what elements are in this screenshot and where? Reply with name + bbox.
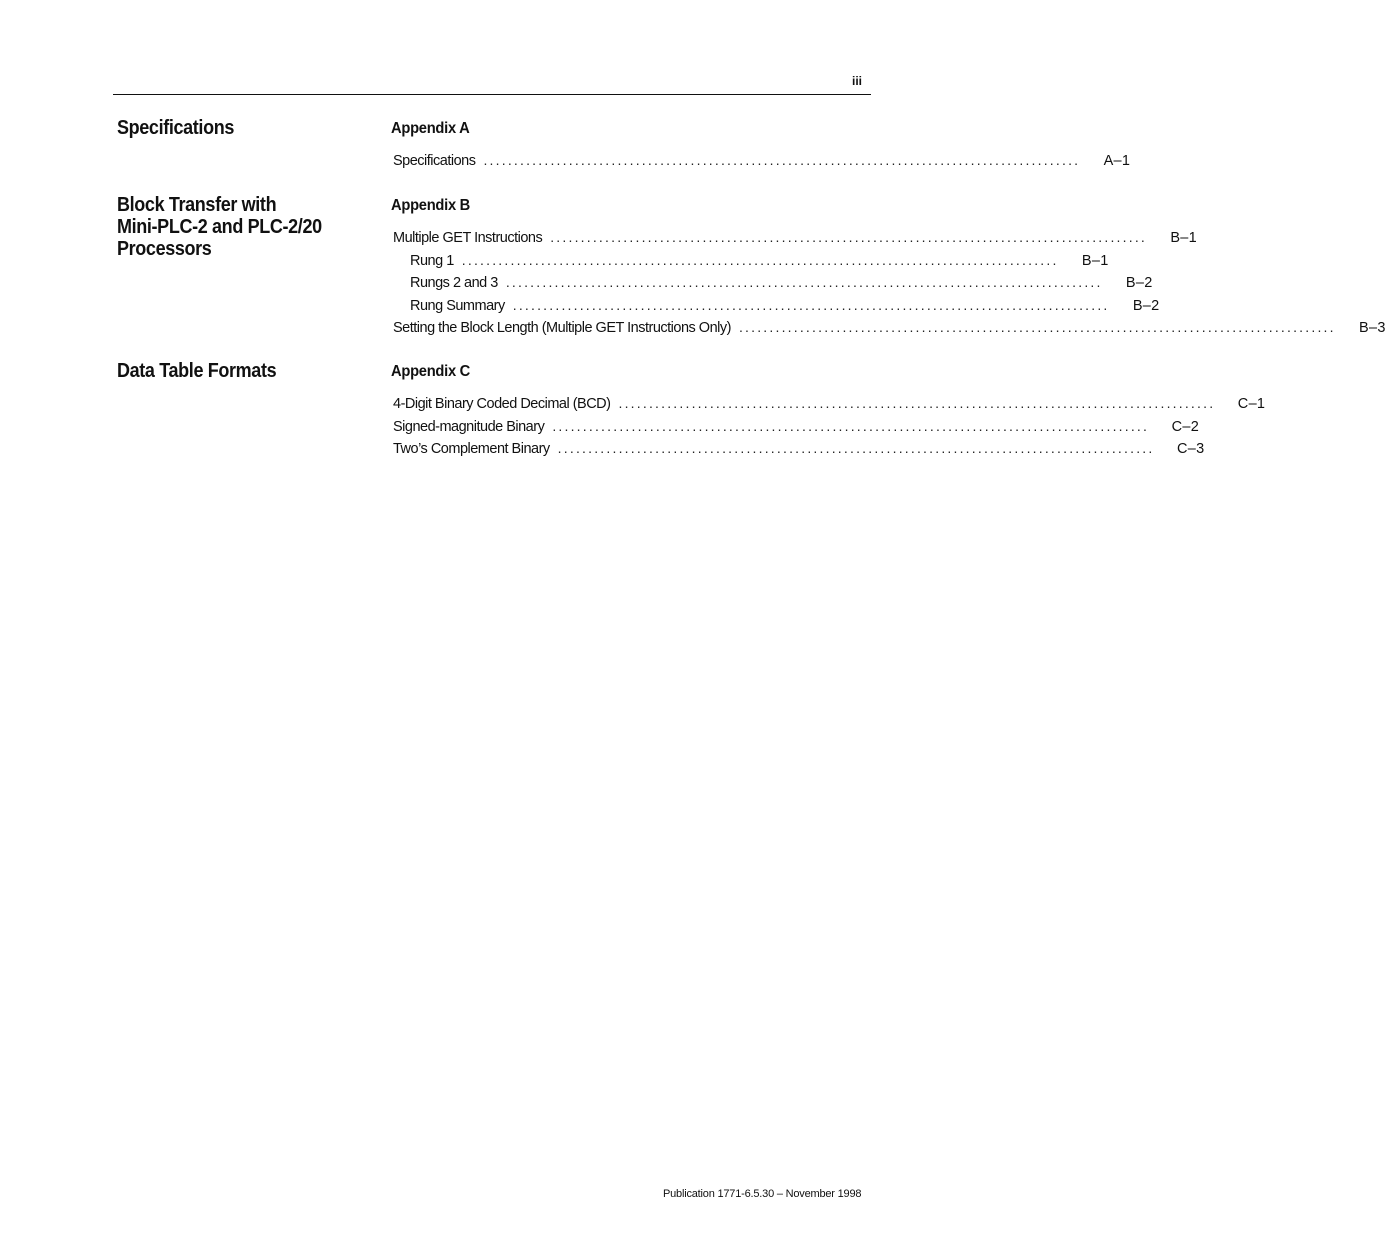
toc-entry-page: B–3	[1359, 320, 1386, 336]
dot-leader: ..................................................................................................	[461, 251, 1059, 268]
toc-entry[interactable]	[393, 226, 1198, 249]
appendix-heading: Appendix A	[391, 120, 470, 137]
toc-entry-label: Specifications	[393, 153, 476, 169]
toc-list	[393, 392, 1266, 460]
toc-entry-page: C–2	[1171, 418, 1200, 435]
toc-entry-page: C–3	[1176, 441, 1205, 457]
section-title	[117, 117, 329, 139]
publication-footer: Publication 1771-6.5.30 – November 1998	[663, 1188, 862, 1200]
toc-entry[interactable]	[393, 249, 1109, 272]
section-title-line: Data Table Formats	[117, 360, 277, 382]
toc-entry[interactable]	[393, 392, 1266, 415]
dot-leader: ..................................................................................................	[738, 319, 1336, 335]
dot-leader: ..................................................................................................	[552, 417, 1150, 434]
dot-leader: ..................................................................................................	[483, 152, 1081, 168]
appendix-heading: Appendix C	[391, 363, 471, 380]
toc-entry-label: 4-Digit Binary Coded Decimal (BCD)	[393, 396, 611, 412]
toc-entry-page: B–1	[1081, 252, 1109, 269]
section-title-line: Mini-PLC-2 and PLC-2/20	[117, 216, 322, 238]
section-title	[117, 360, 329, 382]
toc-entry-page: B–2	[1125, 275, 1153, 291]
toc-entry[interactable]	[393, 294, 1160, 317]
toc-list	[393, 226, 1386, 339]
toc-list	[393, 149, 1131, 172]
dot-leader: ..................................................................................................	[512, 296, 1110, 313]
toc-entry-label: Signed-magnitude Binary	[393, 418, 545, 435]
dot-leader: ..................................................................................................	[557, 440, 1155, 456]
toc-entry-page: A–1	[1103, 153, 1131, 169]
toc-entry-label: Rung 1	[410, 252, 454, 269]
toc-entry-label: Multiple GET Instructions	[393, 230, 543, 246]
toc-entry-label: Two’s Complement Binary	[393, 441, 550, 457]
toc-entry-page: C–1	[1237, 396, 1266, 412]
toc-entry[interactable]	[393, 437, 1205, 460]
page-number: iii	[852, 74, 863, 88]
toc-entry[interactable]	[393, 149, 1131, 172]
section-title-line: Block Transfer with	[117, 194, 277, 216]
section-title-line: Specifications	[117, 117, 234, 139]
dot-leader: ..................................................................................................	[550, 229, 1148, 245]
toc-entry-page: B–1	[1170, 230, 1198, 246]
dot-leader: ..................................................................................................	[618, 395, 1216, 411]
toc-entry[interactable]	[393, 271, 1153, 294]
appendix-heading: Appendix B	[391, 197, 471, 214]
toc-entry[interactable]	[393, 316, 1386, 339]
toc-entry[interactable]	[393, 415, 1200, 438]
dot-leader: ..................................................................................................	[505, 274, 1103, 290]
toc-entry-label: Setting the Block Length (Multiple GET Instructions Only)	[393, 320, 731, 336]
section-title	[117, 194, 329, 260]
section-title-line: Processors	[117, 238, 212, 260]
header-rule	[113, 94, 871, 95]
toc-entry-label: Rung Summary	[410, 297, 505, 314]
toc-entry-page: B–2	[1132, 297, 1160, 314]
toc-entry-label: Rungs 2 and 3	[410, 275, 498, 291]
